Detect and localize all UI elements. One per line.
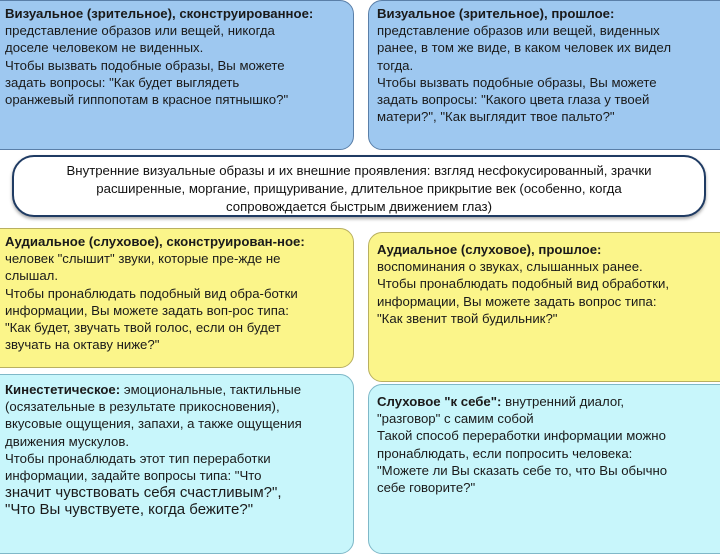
visual-remembered-line-6: матери?", "Как выглядит твое пальто?" xyxy=(377,109,615,125)
auditory-digital-line-1: "разговор" с самим собой xyxy=(377,411,534,427)
visual-remembered-line-1: представление образов или вещей, виденных xyxy=(377,23,660,39)
auditory-remembered-line-3: информации, Вы можете задать вопрос типа: xyxy=(377,293,657,309)
auditory-constructed-line-5: "Как будет, звучать твой голос, если он будет xyxy=(5,320,281,336)
auditory-digital-box xyxy=(368,384,720,554)
auditory-digital-title: Слуховое "к себе": xyxy=(377,394,502,409)
auditory-constructed-line-4: информации, Вы можете задать воп-рос типа: xyxy=(5,302,289,318)
kinesthetic-title: Кинестетическое: xyxy=(5,382,121,397)
auditory-digital-line-2: Такой способ переработки информации можно xyxy=(377,428,666,444)
visual-remembered-title: Визуальное (зрительное), прошлое: xyxy=(377,6,615,21)
kinesthetic-line-2: вкусовые ощущения, запахи, а также ощущения xyxy=(5,416,302,432)
visual-constructed-line-2: доселе человеком не виденных. xyxy=(5,40,204,56)
visual-constructed-line-3: Чтобы вызвать подобные образы, Вы можете xyxy=(5,57,285,73)
auditory-constructed-line-1: человек "слышит" звуки, которые пре-жде не xyxy=(5,251,281,267)
visual-remembered-line-4: Чтобы вызвать подобные образы, Вы можете xyxy=(377,74,657,90)
auditory-remembered-line-4: "Как звенит твой будильник?" xyxy=(377,310,558,326)
visual-remembered-box xyxy=(368,0,720,150)
kinesthetic-line-1: (осязательные в результате прикосновения), xyxy=(5,399,280,415)
auditory-constructed-line-2: слышал. xyxy=(5,268,59,284)
visual-signs-box xyxy=(12,155,706,217)
auditory-digital-title-rest: внутренний диалог, xyxy=(501,394,625,409)
auditory-remembered-title: Аудиальное (слуховое), прошлое: xyxy=(377,242,602,257)
visual-signs-line-1: Внутренние визуальные образы и их внешние проявления: взгляд несфокусированный, зрачки xyxy=(66,163,652,178)
visual-constructed-line-5: оранжевый гиппопотам в красное пятнышко?" xyxy=(5,92,289,108)
kinesthetic-line-7: "Что Вы чувствуете, когда бежите?" xyxy=(5,501,254,519)
visual-constructed-line-4: задать вопросы: "Как будет выглядеть xyxy=(5,74,240,90)
auditory-remembered-line-1: воспоминания о звуках, слышанных ранее. xyxy=(377,259,643,275)
kinesthetic-line-6: значит чувствовать себя счастливым?", xyxy=(5,484,282,502)
auditory-remembered-box xyxy=(368,232,720,382)
kinesthetic-line-3: движения мускулов. xyxy=(5,433,129,449)
visual-signs-line-2: расширенные, моргание, прищуривание, длительное прикрытие век (особенно, когда xyxy=(96,181,622,196)
visual-constructed-box xyxy=(0,0,354,150)
auditory-remembered-line-2: Чтобы пронаблюдать подобный вид обработки, xyxy=(377,276,669,292)
auditory-constructed-line-3: Чтобы пронаблюдать подобный вид обра-ботки xyxy=(5,285,298,301)
kinesthetic-line-4: Чтобы пронаблюдать этот тип переработки xyxy=(5,450,271,466)
kinesthetic-box xyxy=(0,374,354,554)
visual-constructed-title: Визуальное (зрительное), сконструированное: xyxy=(5,6,314,21)
auditory-digital-line-4: "Можете ли Вы сказать себе то, что Вы обычно xyxy=(377,462,668,478)
kinesthetic-title-rest: эмоциональные, тактильные xyxy=(120,382,302,397)
auditory-constructed-line-6: звучать на октаву ниже?" xyxy=(5,337,160,353)
visual-remembered-line-5: задать вопросы: "Какого цвета глаза у твоей xyxy=(377,92,650,108)
auditory-digital-line-3: пронаблюдать, если попросить человека: xyxy=(377,445,633,461)
visual-constructed-line-1: представление образов или вещей, никогда xyxy=(5,23,275,39)
auditory-digital-line-5: себе говорите?" xyxy=(377,480,476,496)
kinesthetic-line-5: информации, задайте вопросы типа: "Что xyxy=(5,468,262,484)
auditory-constructed-box xyxy=(0,228,354,368)
visual-remembered-line-2: ранее, в том же виде, в каком человек их видел xyxy=(377,40,672,56)
visual-signs-line-3: сопровождается быстрым движением глаз) xyxy=(226,199,492,214)
visual-remembered-line-3: тогда. xyxy=(377,57,414,73)
auditory-constructed-title: Аудиальное (слуховое), сконструирован-ное: xyxy=(5,234,305,249)
